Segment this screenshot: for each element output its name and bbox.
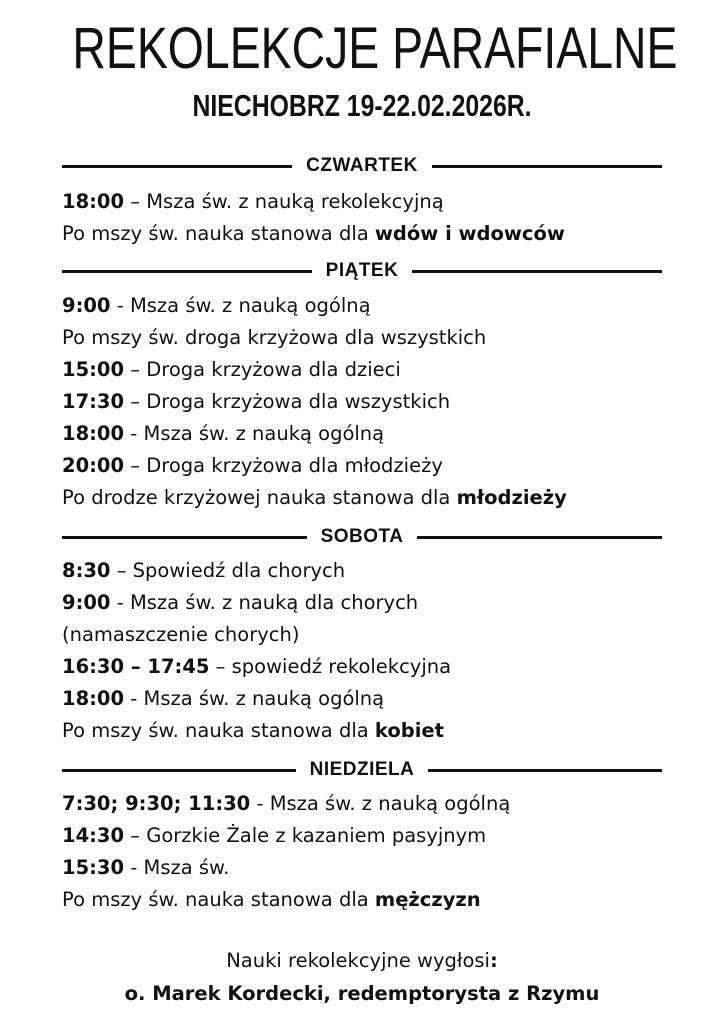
divider-line xyxy=(62,769,296,772)
event-text: Gorzkie Żale z kazaniem pasyjnym xyxy=(146,824,487,847)
schedule-line xyxy=(62,386,702,418)
day-label: SOBOTA xyxy=(320,526,404,547)
divider-line xyxy=(432,165,662,168)
time-label: 16:30 – 17:45 xyxy=(62,655,210,678)
footer-intro-text: Nauki rekolekcyjne wygłosi xyxy=(226,949,490,972)
time-label: 15:30 xyxy=(62,856,125,879)
schedule-line xyxy=(62,290,702,322)
day-label: PIĄTEK xyxy=(325,260,399,281)
schedule-line xyxy=(62,715,702,747)
schedule-line xyxy=(62,450,702,482)
schedule-line xyxy=(62,619,702,651)
separator: – xyxy=(124,390,147,413)
day-label: NIEDZIELA xyxy=(309,759,415,780)
schedule-line xyxy=(62,354,702,386)
separator: - xyxy=(250,792,270,815)
schedule-line xyxy=(62,788,702,820)
separator: – xyxy=(209,655,232,678)
schedule-line xyxy=(62,683,702,715)
schedule-line xyxy=(62,418,702,450)
event-text: Msza św. z nauką ogólną xyxy=(129,294,371,317)
event-text: Msza św. z nauką ogólną xyxy=(143,687,385,710)
divider-line xyxy=(62,165,292,168)
event-text: Droga krzyżowa dla wszystkich xyxy=(146,390,451,413)
event-text: Spowiedź dla chorych xyxy=(132,559,346,582)
day-header-sobota xyxy=(62,522,662,552)
audience-label: mężczyzn xyxy=(374,888,481,911)
event-text: (namaszczenie chorych) xyxy=(62,623,300,646)
separator: – xyxy=(124,454,147,477)
separator: – xyxy=(110,559,133,582)
schedule-line xyxy=(62,555,702,587)
event-text: Po mszy św. nauka stanowa dla xyxy=(62,719,375,742)
schedule-line xyxy=(62,218,702,250)
time-label: 17:30 xyxy=(62,390,125,413)
event-text: Po mszy św. nauka stanowa dla xyxy=(62,222,375,245)
time-label: 7:30; 9:30; 11:30 xyxy=(62,792,251,815)
schedule-line xyxy=(62,884,702,916)
audience-label: wdów i wdowców xyxy=(374,222,565,245)
schedule-line xyxy=(62,852,702,884)
day-header-piatek xyxy=(62,256,662,286)
schedule-line xyxy=(62,322,702,354)
separator: – xyxy=(124,358,147,381)
time-label: 18:00 xyxy=(62,422,125,445)
event-text: Msza św. xyxy=(143,856,230,879)
divider-line xyxy=(428,769,662,772)
separator: - xyxy=(124,856,144,879)
event-text: Droga krzyżowa dla młodzieży xyxy=(146,454,443,477)
audience-label: kobiet xyxy=(374,719,444,742)
event-text: Po mszy św. droga krzyżowa dla wszystkich xyxy=(62,326,487,349)
event-text: Msza św. z nauką ogólną xyxy=(269,792,511,815)
audience-label: młodzieży xyxy=(456,486,567,509)
event-text: Msza św. z nauką ogólną xyxy=(143,422,385,445)
page-title: REKOLEKCJE PARAFIALNE xyxy=(72,16,678,81)
page-subtitle: NIECHOBRZ 19-22.02.2026R. xyxy=(192,88,532,123)
footer-colon: : xyxy=(489,949,498,972)
time-label: 9:00 xyxy=(62,294,111,317)
time-label: 8:30 xyxy=(62,559,111,582)
event-text: Po mszy św. nauka stanowa dla xyxy=(62,888,375,911)
separator: - xyxy=(110,591,130,614)
separator: - xyxy=(110,294,130,317)
time-label: 18:00 xyxy=(62,190,125,213)
schedule-line xyxy=(62,651,702,683)
divider-line xyxy=(412,270,662,273)
divider-line xyxy=(417,536,662,539)
schedule-line xyxy=(62,482,702,514)
separator: - xyxy=(124,687,144,710)
schedule-line xyxy=(62,587,702,619)
speaker-name: o. Marek Kordecki, redemptorysta z Rzymu xyxy=(124,982,600,1005)
separator: - xyxy=(124,422,144,445)
time-label: 15:00 xyxy=(62,358,125,381)
time-label: 14:30 xyxy=(62,824,125,847)
time-label: 18:00 xyxy=(62,687,125,710)
time-label: 20:00 xyxy=(62,454,125,477)
footer-speaker xyxy=(0,978,724,1010)
event-text: spowiedź rekolekcyjna xyxy=(231,655,452,678)
day-label: CZWARTEK xyxy=(306,155,418,176)
separator: – xyxy=(124,824,147,847)
event-text: Msza św. z nauką rekolekcyjną xyxy=(146,190,444,213)
schedule-line xyxy=(62,186,702,218)
divider-line xyxy=(62,270,312,273)
schedule-line xyxy=(62,820,702,852)
day-header-czwartek xyxy=(62,151,662,181)
time-label: 9:00 xyxy=(62,591,111,614)
event-text: Droga krzyżowa dla dzieci xyxy=(146,358,401,381)
footer-intro xyxy=(0,945,724,977)
event-text: Po drodze krzyżowej nauka stanowa dla xyxy=(62,486,457,509)
event-text: Msza św. z nauką dla chorych xyxy=(129,591,419,614)
divider-line xyxy=(62,536,307,539)
day-header-niedziela xyxy=(62,755,662,785)
separator: – xyxy=(124,190,147,213)
